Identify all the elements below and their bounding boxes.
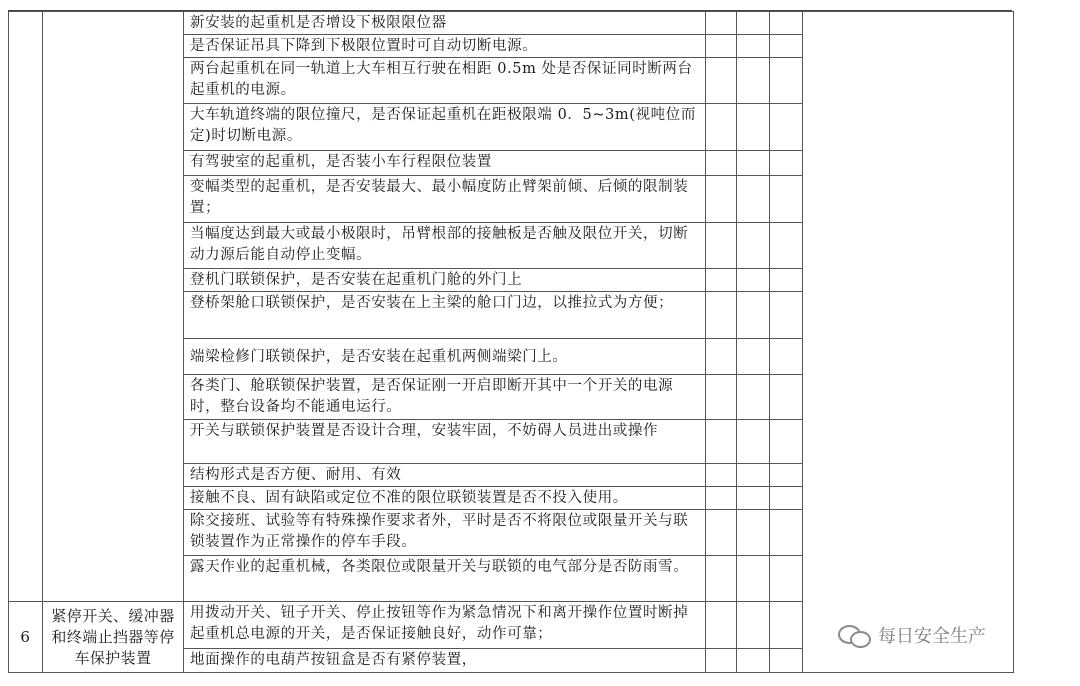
- item-number-cell: [9, 12, 43, 602]
- inspection-table: [8, 11, 1014, 673]
- watermark-text: 每日安全生产: [878, 626, 986, 647]
- check-item: 登机门联锁保护，是否安装在起重机门舱的外门上: [184, 269, 706, 292]
- check-item: 露天作业的起重机械，各类限位或限量开关与联锁的电气部分是否防雨雪。: [184, 556, 706, 602]
- check-item: 大车轨道终端的限位撞尺，是否保证起重机在距极限端 0．5~3m(视吨位而定)时切断电源。: [184, 104, 706, 151]
- result-cell: [770, 12, 803, 35]
- check-item: 新安装的起重机是否增设下极限限位器: [184, 12, 706, 35]
- check-item: 用拨动开关、钮子开关、停止按钮等作为紧急情况下和离开操作位置时断掉起重机总电源的开关，是否保证接触良好，动作可靠；: [184, 602, 706, 649]
- check-item: 两台起重机在同一轨道上大车相互行驶在相距 0.5m 处是否保证同时断两台起重机的电源。: [184, 58, 706, 104]
- check-item: 是否保证吊具下降到下极限位置时可自动切断电源。: [184, 35, 706, 58]
- category-label: 紧停开关、缓冲器和终端止挡器等停车保护装置: [43, 602, 184, 673]
- category-cell: [43, 12, 184, 602]
- check-item: 除交接班、试验等有特殊操作要求者外，平时是否不将限位或限量开关与联锁装置作为正常操作的停车手段。: [184, 510, 706, 556]
- item-number: 6: [9, 602, 43, 673]
- check-item: 端梁检修门联锁保护，是否安装在起重机两侧端梁门上。: [184, 339, 706, 375]
- table-row: [9, 12, 1014, 35]
- wechat-icon: [838, 623, 872, 647]
- check-item: 变幅类型的起重机，是否安装最大、最小幅度防止臂架前倾、后倾的限制装置；: [184, 176, 706, 223]
- check-item: 接触不良、固有缺陷或定位不准的限位联锁装置是否不投入使用。: [184, 487, 706, 510]
- check-item: 结构形式是否方便、耐用、有效: [184, 464, 706, 487]
- check-item: 当幅度达到最大或最小极限时，吊臂根部的接触板是否触及限位开关，切断动力源后能自动停止变幅。: [184, 223, 706, 269]
- check-item: 登桥架舱口联锁保护，是否安装在上主梁的舱口门边，以推拉式为方便；: [184, 292, 706, 339]
- remarks-cell: [803, 12, 1014, 673]
- check-item: 地面操作的电葫芦按钮盒是否有紧停装置，: [184, 649, 706, 673]
- watermark: [838, 622, 986, 648]
- check-item: 有驾驶室的起重机，是否装小车行程限位装置: [184, 151, 706, 176]
- check-item: 开关与联锁保护装置是否设计合理，安装牢固，不妨碍人员进出或操作: [184, 420, 706, 464]
- check-item: 各类门、舱联锁保护装置，是否保证刚一开启即断开其中一个开关的电源时，整台设备均不能通电运行。: [184, 375, 706, 420]
- result-cell: [737, 12, 770, 35]
- result-cell: [706, 12, 737, 35]
